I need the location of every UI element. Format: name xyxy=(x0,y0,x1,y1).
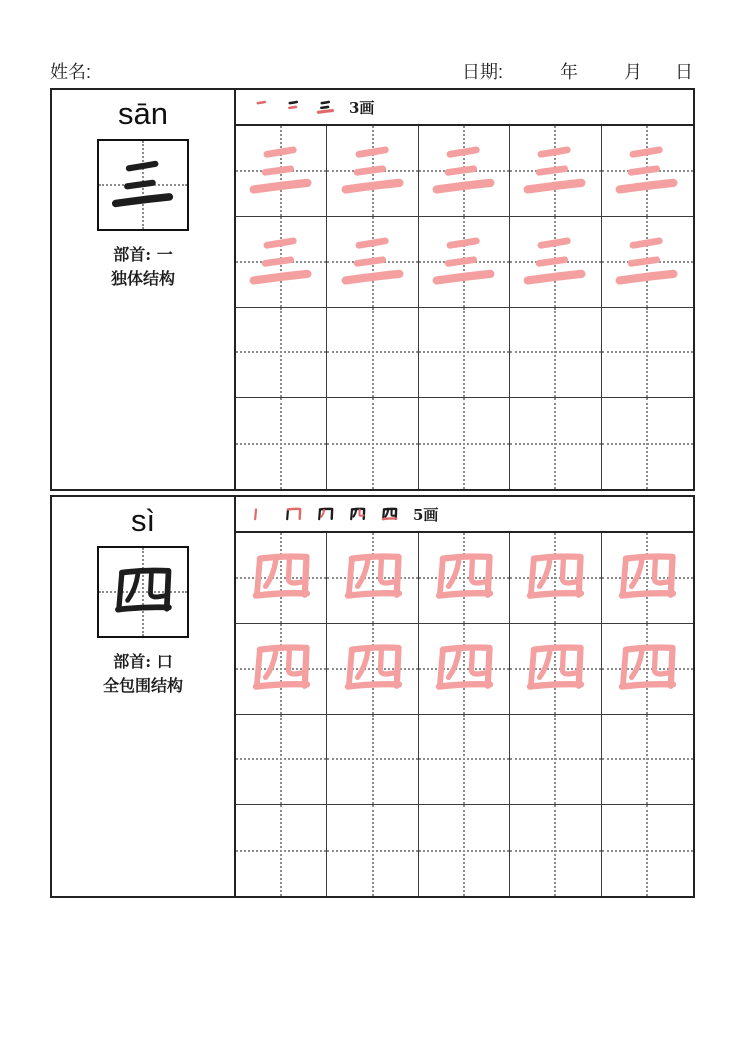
practice-character-trace xyxy=(237,625,325,713)
practice-cell xyxy=(327,217,418,308)
stroke-order-step xyxy=(282,503,305,526)
practice-section-si xyxy=(50,495,695,898)
stroke-count-label: 5画 xyxy=(413,505,439,524)
practice-character-trace xyxy=(511,218,599,306)
practice-cell xyxy=(419,398,510,489)
practice-character-trace xyxy=(237,218,325,306)
cell-guide-horizontal xyxy=(419,443,509,445)
practice-cell xyxy=(510,308,601,399)
practice-cell xyxy=(419,624,510,715)
practice-cell xyxy=(602,805,693,896)
practice-character-trace xyxy=(420,218,508,306)
stroke-order-step xyxy=(314,96,337,119)
stroke-order-row xyxy=(236,90,693,126)
practice-cell xyxy=(419,715,510,806)
practice-character-trace xyxy=(420,127,508,215)
cell-guide-horizontal xyxy=(419,850,509,852)
header xyxy=(50,58,695,84)
practice-character-trace xyxy=(329,534,417,622)
sample-character-box xyxy=(97,546,189,638)
practice-character-trace xyxy=(603,625,691,713)
stroke-order-row xyxy=(236,497,693,533)
stroke-order-step xyxy=(314,503,337,526)
sample-character xyxy=(99,141,187,229)
cell-guide-horizontal xyxy=(327,443,417,445)
practice-cell xyxy=(327,398,418,489)
cell-guide-horizontal xyxy=(236,443,326,445)
stroke-order-step xyxy=(378,503,401,526)
practice-area xyxy=(236,497,693,896)
practice-character-trace xyxy=(329,625,417,713)
practice-cell xyxy=(236,308,327,399)
day-label: 日 xyxy=(675,62,693,82)
stroke-order-step xyxy=(346,503,369,526)
practice-cell xyxy=(419,805,510,896)
stroke-order-step xyxy=(250,503,273,526)
name-label: 姓名: xyxy=(50,62,92,82)
practice-area xyxy=(236,90,693,489)
cell-guide-horizontal xyxy=(510,758,600,760)
practice-cell xyxy=(236,126,327,217)
practice-character-trace xyxy=(603,218,691,306)
pinyin-label: sì xyxy=(130,503,156,538)
practice-cell xyxy=(236,398,327,489)
practice-cell xyxy=(602,126,693,217)
practice-cell xyxy=(510,398,601,489)
stroke-order-steps xyxy=(250,503,410,526)
practice-cell xyxy=(602,715,693,806)
cell-guide-horizontal xyxy=(602,850,693,852)
month-label: 月 xyxy=(624,62,642,82)
structure-label: 独体结构 xyxy=(110,269,175,288)
character-info-panel xyxy=(52,497,236,896)
practice-character-trace xyxy=(511,534,599,622)
practice-cell xyxy=(510,624,601,715)
cell-guide-horizontal xyxy=(510,351,600,353)
cell-guide-horizontal xyxy=(236,758,326,760)
stroke-order-step xyxy=(250,96,273,119)
cell-guide-horizontal xyxy=(419,758,509,760)
practice-cell xyxy=(419,308,510,399)
cell-guide-horizontal xyxy=(327,850,417,852)
cell-guide-horizontal xyxy=(602,351,693,353)
practice-cell xyxy=(510,533,601,624)
practice-grid xyxy=(236,533,693,896)
practice-cell xyxy=(327,126,418,217)
practice-cell xyxy=(510,126,601,217)
structure-label: 全包围结构 xyxy=(102,676,183,695)
radical-label: 部首: 口 xyxy=(113,652,173,671)
practice-cell xyxy=(327,805,418,896)
practice-cell xyxy=(602,217,693,308)
practice-cell xyxy=(327,308,418,399)
radical-label: 部首: 一 xyxy=(113,245,173,264)
year-label: 年 xyxy=(560,62,578,82)
practice-character-trace xyxy=(237,127,325,215)
practice-cell xyxy=(327,533,418,624)
date-label: 日期: xyxy=(462,62,504,82)
character-info-panel xyxy=(52,90,236,489)
practice-cell xyxy=(236,624,327,715)
practice-cell xyxy=(510,715,601,806)
practice-character-trace xyxy=(511,127,599,215)
practice-section-san xyxy=(50,88,695,491)
sample-character xyxy=(99,548,187,636)
practice-cell xyxy=(327,624,418,715)
practice-cell xyxy=(236,805,327,896)
cell-guide-horizontal xyxy=(236,850,326,852)
practice-character-trace xyxy=(329,127,417,215)
cell-guide-horizontal xyxy=(510,443,600,445)
practice-cell xyxy=(602,533,693,624)
cell-guide-horizontal xyxy=(327,758,417,760)
practice-character-trace xyxy=(603,534,691,622)
practice-cell xyxy=(236,533,327,624)
stroke-order-step xyxy=(282,96,305,119)
practice-character-trace xyxy=(420,625,508,713)
stroke-count-label: 3画 xyxy=(349,98,375,117)
practice-cell xyxy=(510,805,601,896)
practice-cell xyxy=(602,308,693,399)
practice-grid xyxy=(236,126,693,489)
practice-character-trace xyxy=(329,218,417,306)
practice-cell xyxy=(419,217,510,308)
practice-cell xyxy=(602,624,693,715)
practice-character-trace xyxy=(237,534,325,622)
practice-cell xyxy=(419,533,510,624)
cell-guide-horizontal xyxy=(602,443,693,445)
practice-cell xyxy=(602,398,693,489)
cell-guide-horizontal xyxy=(236,351,326,353)
practice-character-trace xyxy=(511,625,599,713)
sample-character-box xyxy=(97,139,189,231)
pinyin-label: sān xyxy=(118,96,168,131)
cell-guide-horizontal xyxy=(510,850,600,852)
practice-cell xyxy=(510,217,601,308)
practice-cell xyxy=(327,715,418,806)
practice-cell xyxy=(236,715,327,806)
practice-cell xyxy=(236,217,327,308)
practice-character-trace xyxy=(603,127,691,215)
cell-guide-horizontal xyxy=(419,351,509,353)
practice-cell xyxy=(419,126,510,217)
cell-guide-horizontal xyxy=(327,351,417,353)
stroke-order-steps xyxy=(250,96,346,119)
practice-character-trace xyxy=(420,534,508,622)
cell-guide-horizontal xyxy=(602,758,693,760)
